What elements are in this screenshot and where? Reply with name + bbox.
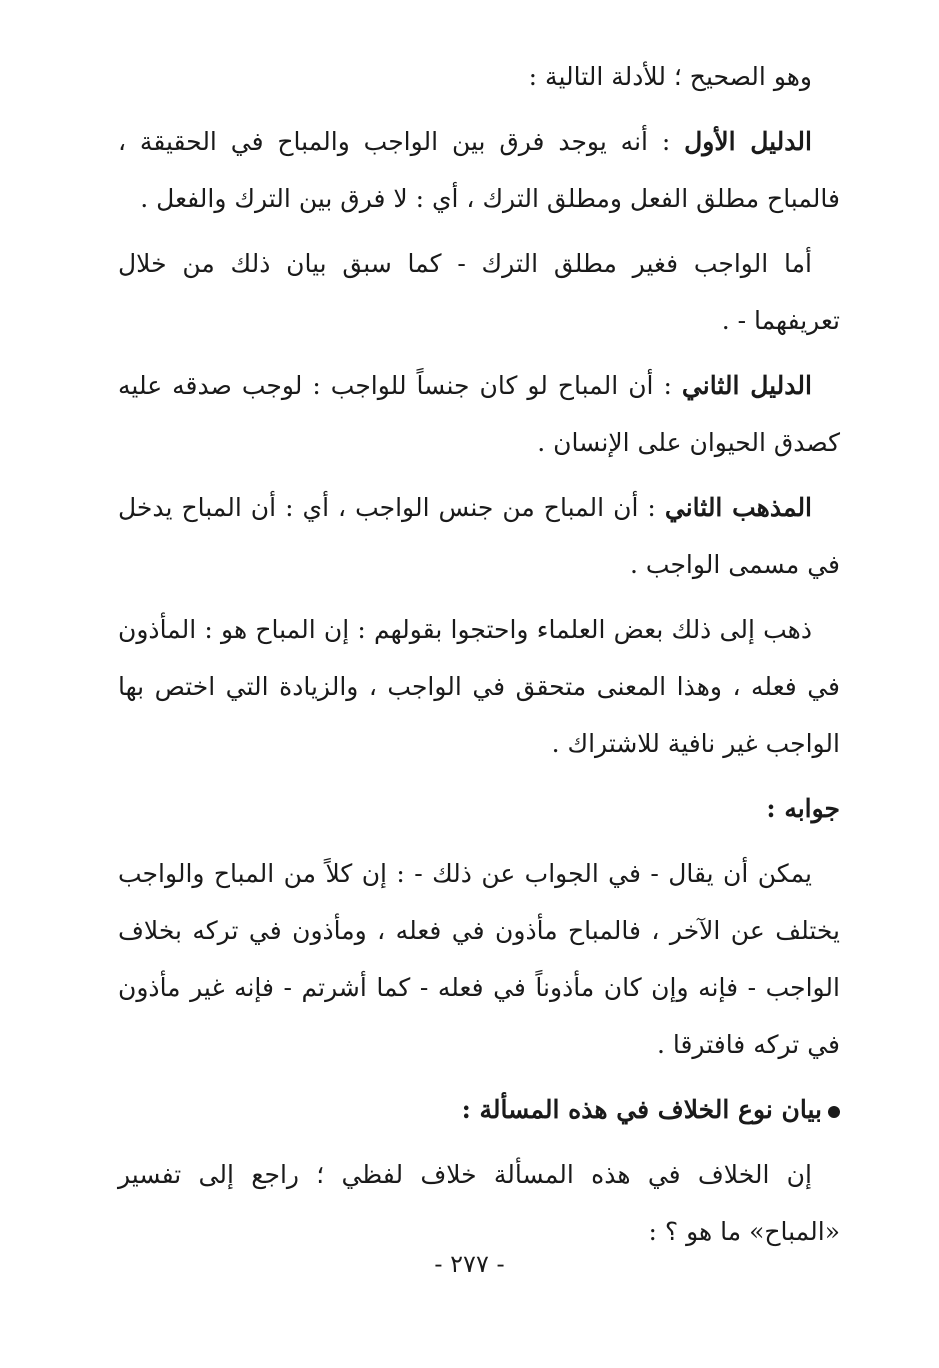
paragraph-second-school [118,479,840,593]
paragraph-intro: وهو الصحيح ؛ للأدلة التالية : [528,62,812,91]
second-school-text: : أن المباح من جنس الواجب ، أي : أن المباح يدخل في مسمى الواجب . [118,493,840,579]
paragraph-obligatory: أما الواجب فغير مطلق الترك - كما سبق بيان ذلك من خلال تعريفهما - . [118,249,840,335]
paragraph-scholars-argument: ذهب إلى ذلك بعض العلماء واحتجوا بقولهم : إن المباح هو : المأذون في فعله ، وهذا المعنى متحقق في الواجب ، والزيادة التي اختص بها الواجب غير نافية للاشتراك . [118,615,840,758]
answer-heading: جوابه : [766,794,840,823]
bullet-icon [828,1106,840,1118]
second-evidence-text: : أن المباح لو كان جنساً للواجب : لوجب صدقه عليه كصدق الحيوان على الإنسان . [118,371,840,457]
page-number: - ٢٧٧ - [434,1250,505,1278]
first-evidence-text: : أنه يوجد فرق بين الواجب والمباح في الحقيقة ، فالمباح مطلق الفعل ومطلق الترك ، أي : لا فرق بين الترك والفعل . [118,127,840,213]
section-heading-dispute-type [118,1081,840,1138]
second-school-heading: المذهب الثاني [664,493,813,522]
second-evidence-heading: الدليل الثاني [681,371,812,400]
dispute-type-heading-text: بيان نوع الخلاف في هذه المسألة : [461,1095,822,1124]
paragraph-first-evidence [118,113,840,227]
paragraph-answer: يمكن أن يقال - في الجواب عن ذلك - : إن كلاً من المباح والواجب يختلف عن الآخر ، فالمباح مأذون في فعله ، ومأذون في تركه بخلاف الواجب - فإنه وإن كان مأذوناً في فعله - كما أشرتم - فإنه غير مأذون في تركه فافترقا . [118,859,840,1059]
paragraph-second-evidence [118,357,840,471]
first-evidence-heading: الدليل الأول [684,127,812,156]
document-body [118,48,840,1268]
paragraph-dispute-verbal: إن الخلاف في هذه المسألة خلاف لفظي ؛ راجع إلى تفسير «المباح» ما هو ؟ : [118,1160,840,1246]
